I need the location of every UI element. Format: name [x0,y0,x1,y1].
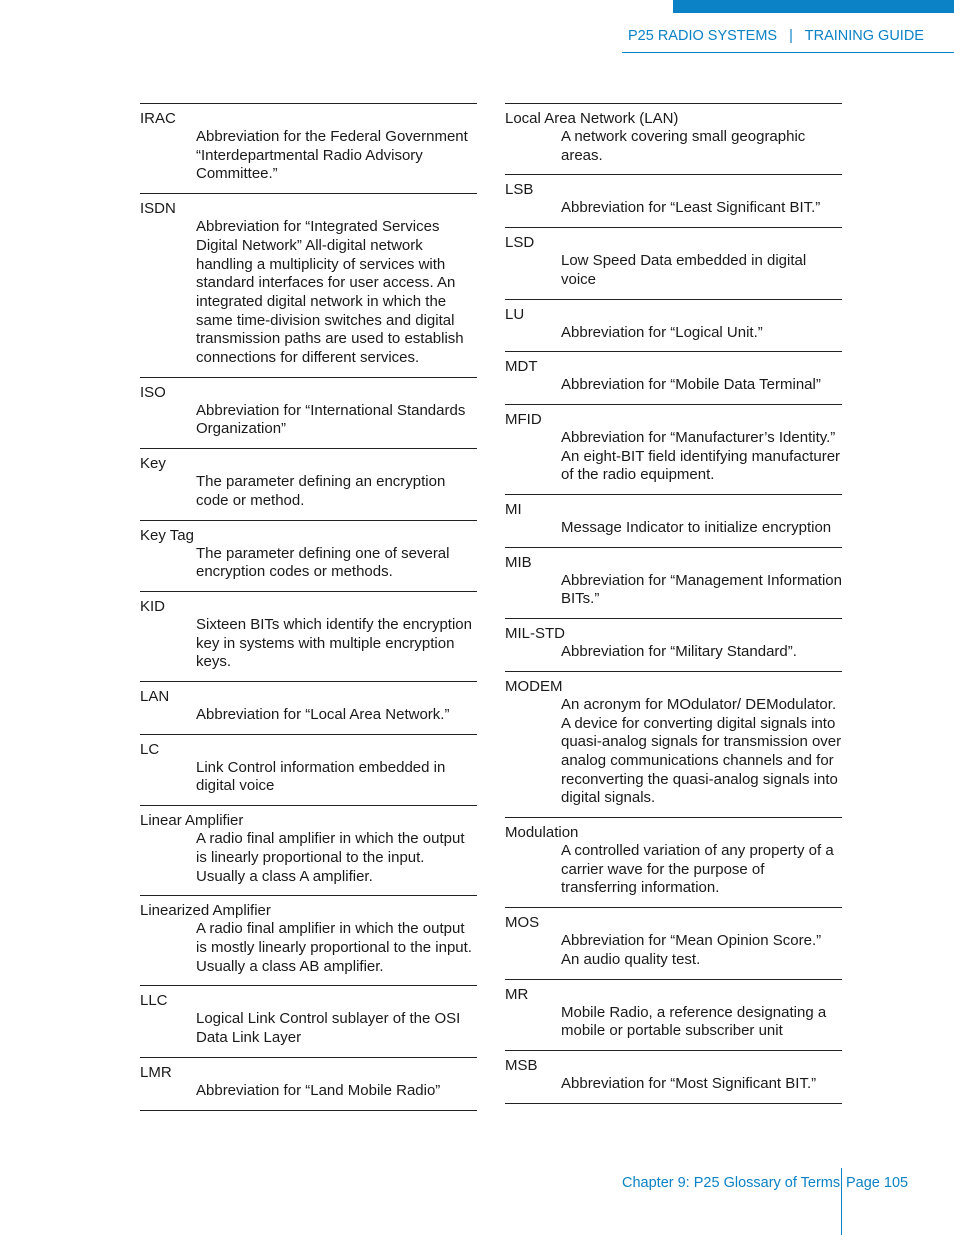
glossary-column-right [505,103,842,1104]
glossary-entry [140,103,477,193]
glossary-entry [140,681,477,734]
glossary-column-left [140,103,477,1111]
glossary-term: Linearized Amplifier [140,902,271,920]
glossary-entry [140,520,477,591]
glossary-entry [505,1050,842,1104]
glossary-definition: Abbreviation for the Federal Government “Interdepartmental Radio Advisory Committee.” [196,128,468,183]
glossary-definition: A controlled variation of any property of a carrier wave for the purpose of transferring information. [561,842,834,897]
glossary-term: ISDN [140,200,176,218]
glossary-definition: A radio final amplifier in which the output is linearly proportional to the input. Usually a class A amplifier. [196,830,465,885]
glossary-term: LLC [140,992,168,1010]
glossary-definition: Abbreviation for “International Standards Organization” [196,401,466,438]
glossary-term: Local Area Network (LAN) [505,110,679,127]
glossary-entry [505,817,842,907]
glossary-entry [505,494,842,547]
glossary-definition: Abbreviation for “Manufacturer’s Identity.” An eight-BIT field identifying manufacturer of the radio equipment. [561,428,841,484]
glossary-definition: A network covering small geographic areas. [561,128,806,164]
glossary-definition: Abbreviation for “Management Information BITs.” [561,571,842,608]
glossary-entry [505,404,842,494]
glossary-definition: Abbreviation for “Most Significant BIT.” [561,1074,817,1092]
footer-chapter: Chapter 9: P25 Glossary of Terms [622,1175,841,1191]
header-title: P25 RADIO SYSTEMS | TRAINING GUIDE [628,28,924,44]
glossary-term: MR [505,985,529,1003]
glossary-term: MIL-STD [505,625,565,643]
glossary-entry [505,299,842,352]
glossary-entry [140,985,477,1056]
glossary-entry [505,979,842,1050]
glossary-definition: The parameter defining one of several encryption codes or methods. [196,544,450,581]
glossary-definition: Abbreviation for “Land Mobile Radio” [196,1081,441,1099]
glossary-term: MDT [505,358,538,376]
glossary-term: Key [140,455,166,473]
glossary-entry [140,193,477,377]
glossary-entry [505,351,842,404]
header-accent-bar [673,0,954,13]
glossary-term: MIB [505,553,532,571]
glossary-entry [505,174,842,227]
glossary-entry [505,671,842,817]
glossary-definition: The parameter defining an encryption code or method. [196,473,446,509]
glossary-definition: Link Control information embedded in digital voice [196,758,446,795]
glossary-term: MOS [505,914,540,932]
glossary-term: MFID [505,410,542,428]
glossary-term: LU [505,305,525,323]
glossary-definition: Abbreviation for “Military Standard”. [561,643,797,661]
glossary-definition: Abbreviation for “Logical Unit.” [561,323,763,341]
glossary-entry [140,377,477,448]
glossary-term: LAN [140,688,170,706]
footer-divider [841,1168,842,1235]
glossary-entry [140,1057,477,1111]
glossary-entry [140,895,477,985]
glossary-definition: Abbreviation for “Mobile Data Terminal” [561,376,821,394]
glossary-term: LSB [505,181,534,199]
glossary-term: LSD [505,234,535,252]
glossary-definition: Abbreviation for “Mean Opinion Score.” An audio quality test. [561,932,822,968]
glossary-entry [505,103,842,174]
glossary-entry [140,734,477,805]
glossary-entry [505,907,842,978]
glossary-definition: Sixteen BITs which identify the encryption key in systems with multiple encryption keys. [196,615,472,671]
glossary-term: MSB [505,1056,538,1074]
glossary-definition: Abbreviation for “Local Area Network.” [196,706,450,724]
glossary-term: ISO [140,383,166,401]
glossary-entry [140,805,477,895]
glossary-term: Modulation [505,824,579,842]
glossary-term: LC [140,740,160,758]
glossary-definition: Logical Link Control sublayer of the OSI Data Link Layer [196,1010,461,1047]
glossary-definition: Message Indicator to initialize encryption [561,519,832,537]
glossary-definition: Mobile Radio, a reference designating a mobile or portable subscriber unit [561,1003,827,1040]
glossary-definition: An acronym for MOdulator/ DEModulator. A device for converting digital signals into quasi-analog signals for transmission over analog communications channels and for reconverting the quasi-analog signals into digital signals. [561,695,842,807]
glossary-entry [140,591,477,681]
glossary-term: KID [140,597,166,615]
glossary-entry [505,618,842,671]
glossary-definition: Abbreviation for “Least Significant BIT.” [561,199,821,217]
glossary-term: MI [505,501,522,519]
glossary-term: MODEM [505,677,563,695]
glossary-entry [505,547,842,618]
glossary-term: Linear Amplifier [140,812,244,830]
glossary-entry [140,448,477,519]
glossary-entry [505,227,842,298]
header-title-block [622,28,954,53]
page-number: Page 105 [846,1175,909,1191]
glossary-definition: Abbreviation for “Integrated Services Digital Network” All-digital network handling a multiplicity of services with standard interfaces for user access. An integrated digital network in which the same time-division switches and digital transmission paths are used to establish connections for different services. [196,218,464,367]
glossary-term: LMR [140,1063,172,1081]
glossary-definition: Low Speed Data embedded in digital voice [561,252,807,288]
glossary-term: Key Tag [140,526,194,544]
glossary-definition: A radio final amplifier in which the output is mostly linearly proportional to the input. Usually a class AB amplifier. [196,920,472,975]
glossary-term: IRAC [140,110,176,127]
